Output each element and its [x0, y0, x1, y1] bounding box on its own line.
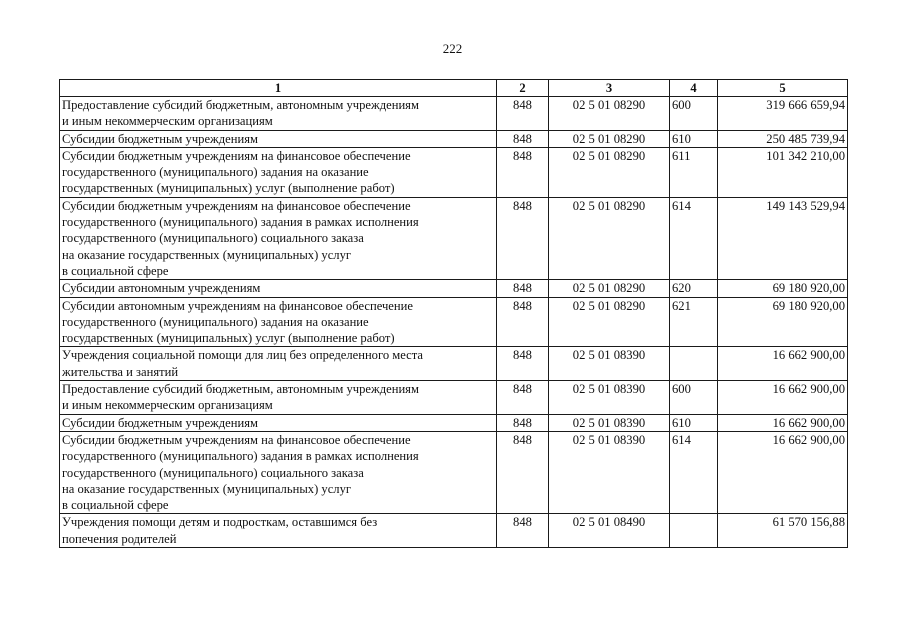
table-row: [60, 130, 848, 147]
row-code: 848: [497, 347, 549, 381]
row-amount: 149 143 529,94: [718, 197, 848, 279]
table-row: [60, 414, 848, 431]
row-code: 848: [497, 414, 549, 431]
table-row: [60, 381, 848, 415]
table-row: [60, 280, 848, 297]
header-col-5: 5: [718, 80, 848, 97]
row-name: Субсидии автономным учреждениям: [60, 280, 497, 297]
row-code: 848: [497, 130, 549, 147]
row-vr: 611: [670, 147, 718, 197]
row-csr: 02 5 01 08290: [549, 297, 670, 347]
row-vr: [670, 514, 718, 548]
table-row: [60, 431, 848, 513]
row-vr: 614: [670, 431, 718, 513]
budget-table: [59, 79, 848, 548]
row-amount: 16 662 900,00: [718, 414, 848, 431]
header-col-1: 1: [60, 80, 497, 97]
row-name: Предоставление субсидий бюджетным, автономным учреждениям и иным некоммерческим организациям: [60, 97, 497, 131]
row-vr: 600: [670, 381, 718, 415]
row-vr: 600: [670, 97, 718, 131]
table-header: [60, 80, 848, 97]
table-row: [60, 347, 848, 381]
row-amount: 16 662 900,00: [718, 381, 848, 415]
row-amount: 250 485 739,94: [718, 130, 848, 147]
table-body: [60, 97, 848, 548]
row-amount: 101 342 210,00: [718, 147, 848, 197]
row-name: Предоставление субсидий бюджетным, автономным учреждениям и иным некоммерческим организациям: [60, 381, 497, 415]
row-name: Субсидии бюджетным учреждениям: [60, 414, 497, 431]
row-csr: 02 5 01 08390: [549, 414, 670, 431]
row-amount: 69 180 920,00: [718, 297, 848, 347]
row-code: 848: [497, 147, 549, 197]
header-col-3: 3: [549, 80, 670, 97]
row-vr: 620: [670, 280, 718, 297]
row-vr: 610: [670, 414, 718, 431]
row-vr: 614: [670, 197, 718, 279]
row-csr: 02 5 01 08290: [549, 97, 670, 131]
header-col-2: 2: [497, 80, 549, 97]
row-name: Учреждения социальной помощи для лиц без определенного места жительства и занятий: [60, 347, 497, 381]
table-row: [60, 297, 848, 347]
row-csr: 02 5 01 08290: [549, 130, 670, 147]
row-code: 848: [497, 514, 549, 548]
row-csr: 02 5 01 08290: [549, 280, 670, 297]
row-csr: 02 5 01 08290: [549, 147, 670, 197]
row-name: Субсидии бюджетным учреждениям на финансовое обеспечение государственного (муниципального) задания в рамках исполнения государственного (муниципального) социального заказа на оказание государственных (муниципальных) услуг в социальной сфере: [60, 197, 497, 279]
row-code: 848: [497, 97, 549, 131]
row-name: Субсидии автономным учреждениям на финансовое обеспечение государственного (муниципального) задания на оказание государственных (муниципальных) услуг (выполнение работ): [60, 297, 497, 347]
header-row: [60, 80, 848, 97]
row-code: 848: [497, 297, 549, 347]
table-row: [60, 514, 848, 548]
row-amount: 69 180 920,00: [718, 280, 848, 297]
table-row: [60, 197, 848, 279]
row-name: Субсидии бюджетным учреждениям на финансовое обеспечение государственного (муниципального) задания на оказание государственных (муниципальных) услуг (выполнение работ): [60, 147, 497, 197]
row-csr: 02 5 01 08390: [549, 381, 670, 415]
row-amount: 16 662 900,00: [718, 347, 848, 381]
row-name: Субсидии бюджетным учреждениям на финансовое обеспечение государственного (муниципального) задания в рамках исполнения государственного (муниципального) социального заказа на оказание государственных (муниципальных) услуг в социальной сфере: [60, 431, 497, 513]
row-code: 848: [497, 431, 549, 513]
table-row: [60, 147, 848, 197]
row-vr: 610: [670, 130, 718, 147]
row-amount: 61 570 156,88: [718, 514, 848, 548]
row-name: Учреждения помощи детям и подросткам, оставшимся без попечения родителей: [60, 514, 497, 548]
row-name: Субсидии бюджетным учреждениям: [60, 130, 497, 147]
row-amount: 319 666 659,94: [718, 97, 848, 131]
row-vr: 621: [670, 297, 718, 347]
row-csr: 02 5 01 08390: [549, 347, 670, 381]
row-code: 848: [497, 381, 549, 415]
row-amount: 16 662 900,00: [718, 431, 848, 513]
row-csr: 02 5 01 08290: [549, 197, 670, 279]
row-code: 848: [497, 280, 549, 297]
row-code: 848: [497, 197, 549, 279]
table-row: [60, 97, 848, 131]
row-csr: 02 5 01 08490: [549, 514, 670, 548]
page-number: 222: [442, 41, 463, 56]
header-col-4: 4: [670, 80, 718, 97]
row-vr: [670, 347, 718, 381]
row-csr: 02 5 01 08390: [549, 431, 670, 513]
